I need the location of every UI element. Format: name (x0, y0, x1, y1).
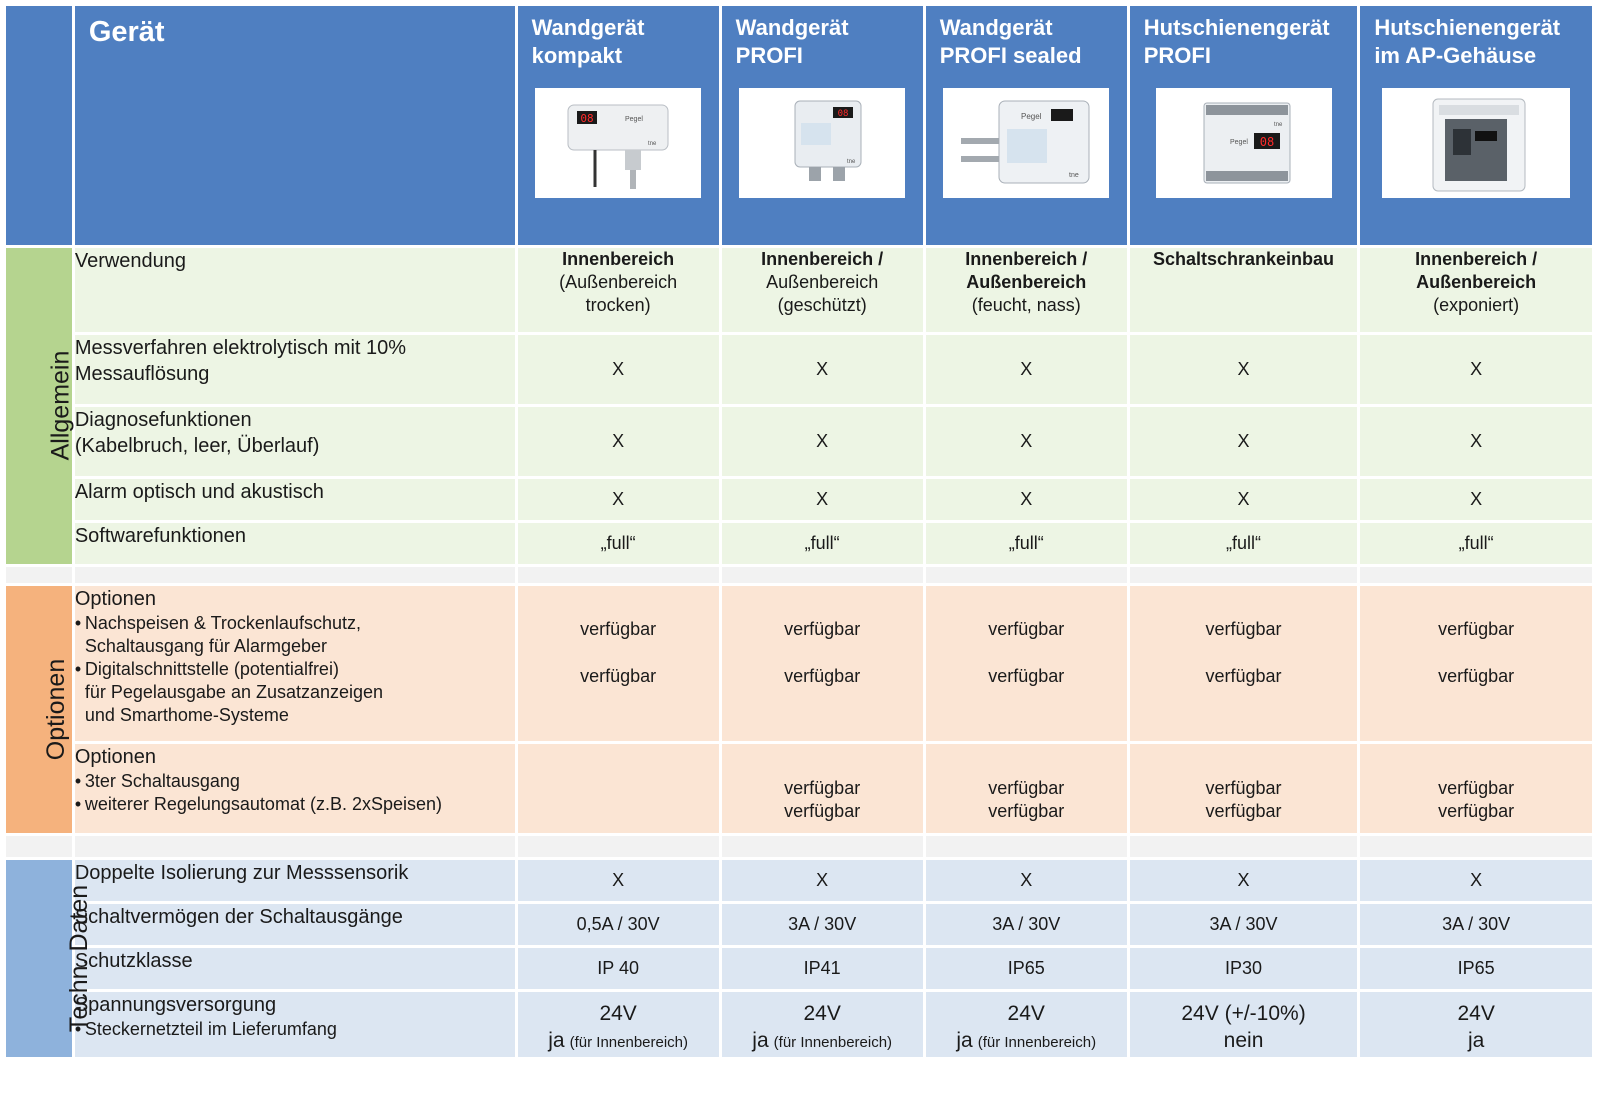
cell (924, 584, 1128, 742)
cell-note: (für Innenbereich) (977, 1033, 1097, 1051)
cell-line: verfügbar (988, 777, 1065, 798)
cell-sub2: (exponiert) (1433, 294, 1520, 315)
cell-note: (für Innenbereich) (569, 1033, 689, 1051)
device-header-4 (1128, 6, 1359, 246)
cell-sub: Außenbereich (966, 271, 1087, 292)
cell: X (1359, 333, 1594, 405)
row-schutzklasse (6, 946, 1594, 990)
row-label-title: Optionen (74, 745, 156, 768)
section-optionen (6, 584, 73, 834)
device-header-2 (720, 6, 924, 246)
list-item-line: • Digitalschnittstelle (potentialfrei) (84, 658, 339, 679)
cell-line: verfügbar (784, 800, 861, 821)
device-name-line2: kompakt (531, 43, 623, 68)
wall-compact-device-icon (543, 93, 693, 193)
cell-line: verfügbar (1438, 800, 1515, 821)
row-label (73, 405, 516, 477)
section-label: Optionen (42, 658, 71, 760)
row-label: Schutzklasse (73, 946, 516, 990)
cell-main: Innenbereich / (965, 248, 1088, 269)
row-label (73, 333, 516, 405)
cell (720, 584, 924, 742)
header-corner (6, 6, 73, 246)
row-label: Softwarefunktionen (73, 521, 516, 565)
cell-line: verfügbar (988, 800, 1065, 821)
cell-note: (für Innenbereich) (773, 1033, 893, 1051)
device-header-3 (924, 6, 1128, 246)
device-header-5 (1359, 6, 1594, 246)
row-label (73, 584, 516, 742)
cell-sub: (Außenbereich (559, 271, 678, 292)
cell: X (1359, 405, 1594, 477)
device-name-line2: im AP-Gehäuse (1374, 43, 1537, 68)
options-list (75, 1018, 515, 1041)
cell (1359, 584, 1594, 742)
cell: X (924, 858, 1128, 902)
cell: X (516, 858, 720, 902)
section-techn-daten (6, 858, 94, 1058)
wall-sealed-device-icon (951, 93, 1101, 193)
cell (1128, 990, 1359, 1058)
cell: X (720, 333, 924, 405)
cell: IP41 (720, 946, 924, 990)
cell-main: Schaltschrankeinbau (1152, 248, 1335, 269)
cell-line: verfügbar (784, 777, 861, 798)
cell: 3A / 30V (924, 902, 1128, 946)
list-item-line: und Smarthome-Systeme (84, 704, 289, 725)
cell: „full“ (1128, 521, 1359, 565)
cell: X (516, 333, 720, 405)
cell: „full“ (924, 521, 1128, 565)
cell (516, 584, 720, 742)
cell-sub2: (geschützt) (777, 294, 867, 315)
brand-label: tne (648, 141, 657, 147)
cell: IP65 (924, 946, 1128, 990)
cell: X (516, 405, 720, 477)
cell-main: Innenbereich / (761, 248, 884, 269)
cell-sub2: (feucht, nass) (971, 294, 1081, 315)
cell (516, 742, 720, 834)
cell: IP65 (1359, 946, 1594, 990)
cell: X (924, 405, 1128, 477)
cell: X (1128, 477, 1359, 521)
device-header-1 (516, 6, 720, 246)
section-label: Allgemein (46, 350, 75, 461)
cell-main: Innenbereich / (1415, 248, 1538, 269)
cell (1359, 742, 1594, 834)
cell: „full“ (720, 521, 924, 565)
cell: 0,5A / 30V (516, 902, 720, 946)
cell-line: verfügbar (1438, 777, 1515, 798)
cell-supply: ja (1467, 1028, 1485, 1052)
row-label: Alarm optisch und akustisch (73, 477, 516, 521)
row-label: Schaltvermögen der Schaltausgänge (73, 902, 516, 946)
cell: 3A / 30V (720, 902, 924, 946)
cell-line: verfügbar (988, 665, 1065, 686)
options-list (75, 612, 515, 727)
cell-supply: nein (1223, 1028, 1264, 1052)
wall-profi-device-icon (747, 93, 897, 193)
cell-line: verfügbar (1438, 618, 1515, 639)
cell-voltage: 24V (1007, 1001, 1045, 1025)
cell: X (720, 477, 924, 521)
cell (1359, 246, 1594, 333)
cell: X (924, 333, 1128, 405)
cell: „full“ (1359, 521, 1594, 565)
cell-sub2: trocken) (585, 294, 651, 315)
list-item-line: für Pegelausgabe an Zusatzanzeigen (84, 681, 384, 702)
cell-supply: ja (956, 1028, 973, 1052)
device-image-2 (739, 88, 905, 198)
device-image-1 (535, 88, 701, 198)
row-schaltvermoegen (6, 902, 1594, 946)
device-name-line2: PROFI (1143, 43, 1211, 68)
section-allgemein (6, 246, 73, 565)
device-name-line1: Wandgerät (939, 15, 1053, 40)
cell: 3A / 30V (1359, 902, 1594, 946)
header-title: Gerät (88, 16, 165, 48)
comparison-table (6, 6, 1595, 1060)
cell (1359, 990, 1594, 1058)
row-messverfahren (6, 333, 1594, 405)
cell-line: verfügbar (784, 618, 861, 639)
row-spannung (6, 990, 1594, 1058)
cell-main: Innenbereich (562, 248, 675, 269)
spacer-row (6, 834, 1594, 858)
cell (924, 246, 1128, 333)
cell-voltage: 24V (+/-10%) (1181, 1001, 1306, 1025)
cell-line: verfügbar (1205, 618, 1282, 639)
list-item (75, 658, 515, 727)
row-label-line1: Messverfahren elektrolytisch mit 10% (74, 336, 407, 359)
enclosure-device-icon (1391, 93, 1561, 193)
cell-line: verfügbar (580, 618, 657, 639)
cell: X (1128, 333, 1359, 405)
brand-label: tne (1273, 122, 1282, 128)
row-label-title: Spannungsversorgung (74, 993, 277, 1016)
cell (516, 246, 720, 333)
row-label: Doppelte Isolierung zur Messsensorik (73, 858, 516, 902)
device-name-line1: Hutschienengerät (1143, 15, 1330, 40)
din-rail-device-icon (1164, 93, 1324, 193)
cell: X (1359, 858, 1594, 902)
cell (720, 742, 924, 834)
list-item (75, 612, 515, 658)
cell: X (516, 477, 720, 521)
brand-label: tne (1069, 172, 1079, 179)
row-label: Verwendung (73, 246, 516, 333)
section-label: Techn. Daten (65, 884, 94, 1032)
device-name-line1: Hutschienengerät (1374, 15, 1561, 40)
cell: X (1128, 405, 1359, 477)
cell-line: verfügbar (580, 665, 657, 686)
cell-line: verfügbar (1205, 665, 1282, 686)
row-optionen-2 (6, 742, 1594, 834)
display-digits: 08 (580, 112, 594, 125)
cell: X (924, 477, 1128, 521)
cell-line: verfügbar (1205, 800, 1282, 821)
cell: IP 40 (516, 946, 720, 990)
cell-line: verfügbar (784, 665, 861, 686)
cell (924, 990, 1128, 1058)
cell (1128, 742, 1359, 834)
row-label-title: Optionen (74, 587, 156, 610)
options-list (75, 770, 515, 816)
list-item-line: • Nachspeisen & Trockenlaufschutz, (84, 612, 361, 633)
cell: „full“ (516, 521, 720, 565)
row-label-line1: Diagnosefunktionen (74, 408, 252, 431)
cell-line: verfügbar (988, 618, 1065, 639)
display-label: Pegel (1229, 139, 1248, 146)
cell (1128, 246, 1359, 333)
cell (1128, 584, 1359, 742)
cell: X (1128, 858, 1359, 902)
cell-supply: ja (752, 1028, 769, 1052)
list-item-line: Schaltausgang für Alarmgeber (84, 635, 327, 656)
list-item: • 3ter Schaltausgang (75, 770, 515, 793)
cell (924, 742, 1128, 834)
display-digits: 08 (837, 109, 849, 119)
list-item: • weiterer Regelungsautomat (z.B. 2xSpeisen) (75, 793, 515, 816)
cell-line: verfügbar (1205, 777, 1282, 798)
device-image-5 (1382, 88, 1570, 198)
row-diagnose (6, 405, 1594, 477)
device-name-line1: Wandgerät (735, 15, 849, 40)
spacer-row (6, 565, 1594, 584)
cell-supply: ja (548, 1028, 565, 1052)
row-software (6, 521, 1594, 565)
device-name-line1: Wandgerät (531, 15, 645, 40)
device-name-line2: PROFI (735, 43, 803, 68)
cell: X (720, 858, 924, 902)
display-label: Pegel (1021, 112, 1042, 121)
brand-label: tne (847, 159, 856, 165)
list-item: • Steckernetzteil im Lieferumfang (75, 1018, 515, 1041)
row-alarm (6, 477, 1594, 521)
cell-sub: Außenbereich (1416, 271, 1537, 292)
display-digits: 08 (1259, 135, 1274, 149)
cell-line: verfügbar (1438, 665, 1515, 686)
cell-voltage: 24V (1457, 1001, 1495, 1025)
row-isolierung (6, 858, 1594, 902)
cell (516, 990, 720, 1058)
header-title-cell (73, 6, 516, 246)
display-label: Pegel (625, 116, 644, 123)
header-row (6, 6, 1594, 246)
cell: 3A / 30V (1128, 902, 1359, 946)
device-image-4 (1156, 88, 1332, 198)
row-verwendung (6, 246, 1594, 333)
cell-voltage: 24V (803, 1001, 841, 1025)
cell (720, 246, 924, 333)
row-label-line2: (Kabelbruch, leer, Überlauf) (74, 434, 320, 457)
cell: IP30 (1128, 946, 1359, 990)
row-label-line2: Messauflösung (74, 362, 210, 385)
cell-voltage: 24V (599, 1001, 637, 1025)
cell: X (720, 405, 924, 477)
device-image-3 (943, 88, 1109, 198)
row-optionen-1 (6, 584, 1594, 742)
cell (720, 990, 924, 1058)
cell: X (1359, 477, 1594, 521)
device-name-line2: PROFI sealed (939, 43, 1082, 68)
row-label (73, 990, 516, 1058)
cell-sub: Außenbereich (766, 271, 879, 292)
row-label (73, 742, 516, 834)
